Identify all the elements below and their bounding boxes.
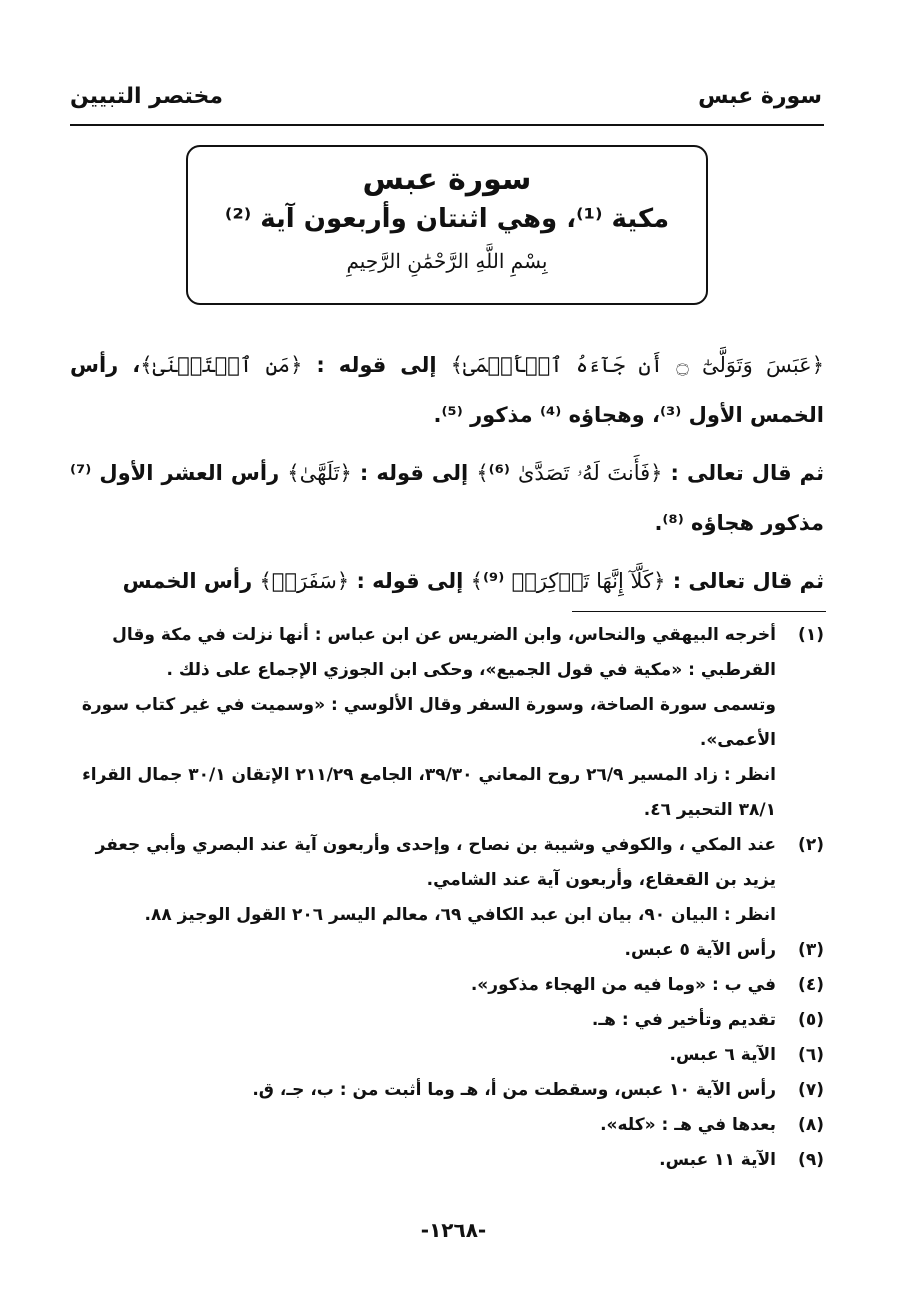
footnote-text: وتسمى سورة الصاخة، وسورة السفر وقال الألوسي : «وسميت في غير كتاب سورة الأعمى». <box>81 695 776 750</box>
surah-title-box <box>186 145 708 305</box>
basmala: بِسْمِ اللَّهِ الرَّحْمَٰنِ الرَّحِيمِ <box>346 249 548 273</box>
footnote-text: رأس الآية ٥ عبس. <box>624 940 776 960</box>
footnotes <box>70 618 824 1178</box>
footnote <box>70 968 824 1003</box>
footnote-number: (٨) <box>798 1115 824 1135</box>
footnote <box>70 828 824 933</box>
paragraph-text: ، رأس الخمس الأول ⁽³⁾، وهجاؤه ⁽⁴⁾ مذكور ⁽⁵⁾. <box>70 353 824 427</box>
quran-quote: كَلَّآ إِنَّهَا تَذۡكِرَةٞ <box>511 569 654 593</box>
footnote-text: بعدها في هـ : «كله». <box>600 1115 776 1135</box>
main-text <box>70 340 824 614</box>
footnote-text: أخرجه البيهقي والنحاس، وابن الضريس عن ابن عباس : أنها نزلت في مكة وقال القرطبي : «مكية في قول الجميع»، وحكى ابن الجوزي الإجماع على ذلك . <box>112 625 776 680</box>
book-running-title: مختصر التبيين <box>70 84 224 109</box>
footnote-text: عند المكي ، والكوفي وشيبة بن نصاح ، وإحدى وأربعون آية عند البصري وأبي جعفر يزيد بن القعقاع، وأربعون آية عند الشامي. <box>95 835 776 890</box>
footnote <box>70 1108 824 1143</box>
footnote-number: (١) <box>798 625 824 645</box>
footnote <box>70 1003 824 1038</box>
page-number: -١٢٦٨- <box>420 1218 487 1242</box>
footnote <box>70 618 824 828</box>
footnote-number: (٤) <box>798 975 824 995</box>
footnote-text: الآية ٦ عبس. <box>669 1045 776 1065</box>
surah-meccan-line: مكية ⁽¹⁾، وهي اثنتان وأربعون آية ⁽²⁾ <box>224 204 670 234</box>
header-rule <box>70 124 824 126</box>
quran-quote: سَفَرَةٖ <box>271 569 337 593</box>
footnote-text: في ب : «وما فيه من الهجاء مذكور». <box>470 975 776 995</box>
footnote-ref: ⁽⁹⁾ <box>482 569 505 593</box>
footnote-number: (٥) <box>798 1010 824 1030</box>
paragraph-text: رأس العشر الأول ⁽⁷⁾ مذكور هجاؤه ⁽⁸⁾. <box>70 461 824 535</box>
footnote-ref: ⁽⁶⁾ <box>488 461 510 485</box>
paragraph: ثم قال تعالى : ﴿فَأَنتَ لَهُۥ تَصَدَّىٰ ⁽⁶⁾﴾ إلى قوله : ﴿تَلَهَّىٰ﴾ رأس العشر الأول ⁽⁷⁾ مذكور هجاؤه ⁽⁸⁾. <box>70 461 825 535</box>
footnote-rule <box>572 611 826 612</box>
footnote-number: (٢) <box>798 835 824 855</box>
footnote <box>70 1073 824 1108</box>
paragraph-text: رأس الخمس <box>122 569 253 593</box>
footnote-text: انظر : زاد المسير ٢٦/٩ روح المعاني ٣٩/٣٠، الجامع ٢١١/٢٩ الإتقان ٣٠/١ جمال القراء ٣٨/١ التحبير ٤٦. <box>82 765 776 820</box>
quran-quote: فَأَنتَ لَهُۥ تَصَدَّىٰ <box>518 461 651 485</box>
footnote-number: (٣) <box>798 940 824 960</box>
paragraph: ثم قال تعالى : ﴿كَلَّآ إِنَّهَا تَذۡكِرَةٞ ⁽⁹⁾﴾ إلى قوله : ﴿سَفَرَةٖ﴾ رأس الخمس <box>122 569 824 593</box>
surah-running-title: سورة عبس <box>698 84 822 109</box>
quran-quote: مَنِ ٱسۡتَغۡنَىٰ <box>152 353 291 377</box>
footnote <box>70 1143 824 1178</box>
footnote-number: (٦) <box>798 1045 824 1065</box>
paragraph: ﴿عَبَسَ وَتَوَلَّىٰٓ ۝ أَن جَآءَهُ ٱلۡأَعۡمَىٰ﴾ إلى قوله : ﴿مَنِ ٱسۡتَغۡنَىٰ﴾، رأس الخمس الأول ⁽³⁾، وهجاؤه ⁽⁴⁾ مذكور ⁽⁵⁾. <box>70 353 824 427</box>
footnote <box>70 1038 824 1073</box>
running-header <box>70 78 822 118</box>
footnote-text: انظر : البيان ٩٠، بيان ابن عبد الكافي ٦٩، معالم اليسر ٢٠٦ القول الوجيز ٨٨. <box>144 905 776 925</box>
footnote-text: رأس الآية ١٠ عبس، وسقطت من أ، هـ وما أثبت من : ب، جـ، ق. <box>252 1080 776 1100</box>
paragraph-text: ثم قال تعالى : <box>672 569 824 593</box>
footnote-text: تقديم وتأخير في : هـ. <box>591 1010 776 1030</box>
paragraph-text: إلى قوله : <box>359 461 469 485</box>
quran-quote: عَبَسَ وَتَوَلَّىٰٓ ۝ أَن جَآءَهُ ٱلۡأَعۡمَىٰ <box>462 353 812 377</box>
paragraph-text: ثم قال تعالى : <box>670 461 825 485</box>
footnote-number: (٩) <box>798 1150 824 1170</box>
footnote-text: الآية ١١ عبس. <box>659 1150 776 1170</box>
paragraph-text: إلى قوله : <box>316 353 437 377</box>
footnote <box>70 933 824 968</box>
footnote-number: (٧) <box>798 1080 824 1100</box>
quran-quote: تَلَهَّىٰ <box>299 461 340 485</box>
surah-name: سورة عبس <box>362 162 532 197</box>
paragraph-text: إلى قوله : <box>356 569 464 593</box>
